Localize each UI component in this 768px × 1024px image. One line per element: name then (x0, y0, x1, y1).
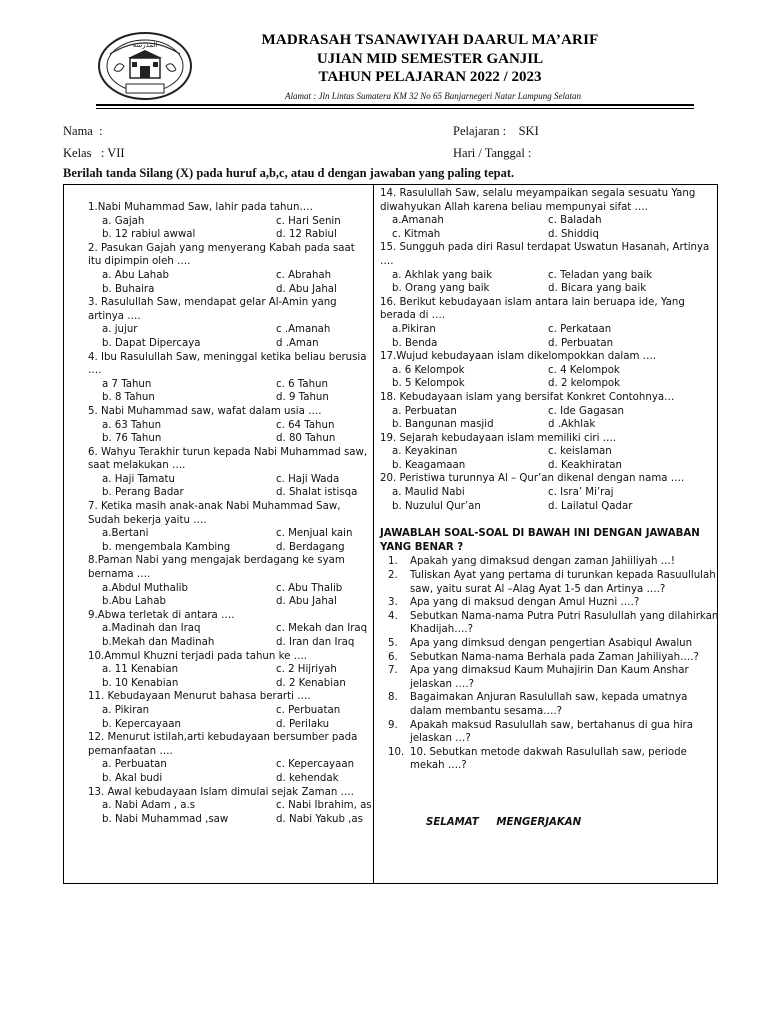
answer-option[interactable]: b. 5 Kelompok (392, 378, 465, 390)
answer-option[interactable]: c. Abu Thalib (276, 582, 343, 594)
answer-option[interactable]: b. 10 Kenabian (102, 677, 179, 689)
essay-item (380, 555, 720, 569)
option-row (88, 337, 370, 351)
answer-option[interactable]: c. Haji Wada (276, 473, 340, 485)
answer-option[interactable]: b. Nabi Muhammad ,saw (102, 813, 229, 825)
header-rule-thick (96, 104, 694, 106)
essay-heading: JAWABLAH SOAL-SOAL DI BAWAH INI DENGAN JAWABAN YANG BENAR ? (380, 528, 700, 553)
answer-option[interactable]: a. jujur (102, 324, 138, 336)
essay-number: 6. (388, 651, 398, 663)
answer-option[interactable]: d. 2 kelompok (548, 378, 621, 390)
essay-number: 8. (388, 692, 398, 704)
answer-option[interactable]: c. Kitmah (392, 228, 441, 240)
essay-number: 3. (388, 597, 398, 609)
answer-option[interactable]: b. 8 Tahun (102, 392, 155, 404)
option-row (380, 445, 720, 459)
answer-option[interactable]: d. Shalat istisqa (276, 487, 358, 499)
school-logo-icon (96, 30, 194, 102)
answer-option[interactable]: c. Ide Gagasan (548, 405, 624, 417)
question-text: 16. Berikut kebudayaan islam antara lain beruapa ide, Yang berada di …. (380, 296, 685, 322)
essay-question: Tuliskan Ayat yang pertama di turunkan kepada Rasuullulah saw, yaitu surat Al –Alag Ayat 1-5 dan Artinya ….? (410, 570, 716, 595)
answer-option[interactable]: c. Perkataan (548, 323, 612, 335)
essay-number: 5. (388, 638, 398, 649)
answer-option[interactable]: d. Perilaku (276, 718, 330, 730)
answer-option[interactable]: c .Amanah (276, 324, 331, 336)
answer-option[interactable]: c. Kepercayaan (276, 759, 355, 771)
option-row (88, 378, 370, 392)
answer-option[interactable]: a. Nabi Adam , a.s (102, 800, 196, 812)
svg-text:ﺍﻟﻤﺪﺭﺳﺔ: ﺍﻟﻤﺪﺭﺳﺔ (132, 41, 158, 49)
option-row (88, 228, 370, 242)
question-text: 12. Menurut istilah,arti kebudayaan bersumber pada pemanfaatan …. (88, 732, 358, 757)
header-rule-thin (96, 108, 694, 109)
option-row (88, 595, 370, 609)
option-row (380, 405, 720, 419)
question-text: 19. Sejarah kebudayaan islam memiliki ciri …. (380, 432, 617, 444)
option-row (88, 473, 370, 487)
closing-text: SELAMAT MENGERJAKAN (426, 817, 582, 828)
essay-item (380, 691, 720, 718)
essay-item (380, 637, 720, 651)
answer-option[interactable]: c. keislaman (548, 446, 612, 458)
class-field[interactable]: Kelas : VII (63, 146, 125, 160)
option-row (88, 486, 370, 500)
essay-list (380, 555, 720, 773)
answer-option[interactable]: d .Aman (276, 337, 319, 349)
essay-item (380, 596, 720, 610)
answer-option[interactable]: d. Berdagang (276, 541, 345, 553)
answer-option[interactable]: b. Orang yang baik (392, 283, 490, 295)
essay-number: 10. (388, 746, 405, 758)
answer-option[interactable]: c. Hari Senin (276, 215, 341, 227)
option-row (380, 500, 720, 514)
school-name: MADRASAH TSANAWIYAH DAARUL MA’ARIF (261, 32, 599, 48)
answer-option[interactable]: b. Perang Badar (102, 487, 184, 499)
instruction-text: Berilah tanda Silang (X) pada huruf a,b,c, atau d dengan jawaban yang paling tepat. (63, 166, 515, 180)
question-text: 1.Nabi Muhammad Saw, lahir pada tahun…. (88, 202, 313, 213)
question-text: 2. Pasukan Gajah yang menyerang Kabah pada saat itu dipimpin oleh …. (88, 242, 355, 268)
option-row (380, 214, 720, 228)
essay-question: Sebutkan Nama-nama Berhala pada Zaman Jahiliyah….? (410, 651, 699, 663)
answer-option[interactable]: a. Perbuatan (102, 759, 167, 771)
answer-option[interactable]: a. Akhlak yang baik (392, 269, 493, 281)
essay-question: Sebutkan Nama-nama Putra Putri Rasulullah yang dilahirkan Khadijah….? (410, 610, 719, 636)
column-divider (373, 184, 374, 884)
date-field[interactable]: Hari / Tanggal : (453, 146, 532, 160)
answer-option[interactable]: c. Baladah (548, 215, 602, 227)
answer-option[interactable]: c. Abrahah (276, 269, 332, 281)
answer-option[interactable]: a.Pikiran (392, 323, 436, 335)
option-row (88, 799, 370, 813)
essay-number: 1. (388, 556, 398, 568)
answer-option[interactable]: c. Menjual kain (276, 528, 353, 540)
answer-option[interactable]: c. Nabi Ibrahim, as (276, 800, 372, 812)
option-row (88, 704, 370, 718)
option-row (88, 527, 370, 541)
answer-option[interactable]: a.Abdul Muthalib (102, 582, 188, 594)
answer-option[interactable]: d. Abu Jahal (276, 283, 337, 295)
academic-year: TAHUN PELAJARAN 2022 / 2023 (318, 69, 542, 85)
option-row (380, 486, 720, 500)
right-question-column (380, 187, 720, 773)
option-row (88, 636, 370, 650)
question-text: 14. Rasulullah Saw, selalu meyampaikan segala sesuatu Yang diwahyukan Allah karena beliau mempunyai sifat …. (380, 188, 696, 213)
essay-item (380, 719, 720, 746)
answer-option[interactable]: c. Perbuatan (276, 704, 341, 716)
option-row (88, 283, 370, 297)
answer-option[interactable]: a. Keyakinan (392, 446, 458, 458)
answer-option[interactable]: c. 6 Tahun (276, 378, 328, 390)
question-text: 4. Ibu Rasulullah Saw, meninggal ketika beliau berusia …. (88, 351, 367, 377)
answer-option[interactable]: b. Akal budi (102, 772, 163, 784)
option-row (88, 813, 370, 827)
option-row (88, 323, 370, 337)
essay-question: Apa yang dimaksud Kaum Muhajirin Dan Kaum Anshar jelaskan ….? (410, 665, 689, 690)
essay-number: 4. (388, 610, 398, 622)
essay-question: 10. Sebutkan metode dakwah Rasulullah saw, periode mekah ….? (410, 746, 687, 772)
answer-option[interactable]: c. Mekah dan Iraq (276, 623, 368, 635)
answer-option[interactable]: c. Teladan yang baik (548, 269, 653, 281)
question-text: 18. Kebudayaan islam yang bersifat Konkret Contohnya… (380, 391, 675, 403)
question-text: 9.Abwa terletak di antara …. (88, 609, 235, 621)
question-text: 11. Kebudayaan Menurut bahasa berarti …. (88, 691, 311, 703)
essay-item (380, 651, 720, 665)
answer-option[interactable]: b. Nuzulul Qur’an (392, 500, 481, 512)
essay-number: 2. (388, 570, 398, 582)
answer-option[interactable]: d .Akhlak (548, 419, 596, 431)
name-field[interactable]: Nama : (63, 124, 103, 138)
question-text: 6. Wahyu Terakhir turun kepada Nabi Muhammad saw, saat melakukan …. (88, 446, 368, 472)
option-row (380, 337, 720, 351)
option-row (380, 459, 720, 473)
answer-option[interactable]: c. 4 Kelompok (548, 364, 620, 376)
question-text: 17.Wujud kebudayaan islam dikelompokkan dalam …. (380, 351, 657, 363)
school-address: Alamat : Jln Lintas Sumatera KM 32 No 65 Banjarnegeri Natar Lampung Selatan (285, 91, 581, 101)
question-text: 10.Ammul Khuzni terjadi pada tahun ke …. (88, 650, 308, 662)
option-row (88, 772, 370, 786)
option-row (88, 677, 370, 691)
answer-option[interactable]: a. Haji Tamatu (102, 473, 175, 485)
answer-option[interactable]: b. mengembala Kambing (102, 541, 231, 553)
answer-option[interactable]: a. Abu Lahab (102, 269, 169, 281)
answer-option[interactable]: d. Perbuatan (548, 337, 614, 349)
exam-title: UJIAN MID SEMESTER GANJIL (316, 51, 544, 67)
option-row (88, 541, 370, 555)
answer-option[interactable]: b. 12 rabiul awwal (102, 229, 196, 241)
answer-option[interactable]: d. Nabi Yakub ,as (276, 813, 363, 825)
option-row (380, 377, 720, 391)
answer-option[interactable]: d. Shiddiq (548, 228, 599, 240)
answer-option[interactable]: d. 9 Tahun (276, 392, 329, 404)
answer-option[interactable]: a 7 Tahun (102, 378, 152, 390)
answer-option[interactable]: c. 2 Hijriyah (276, 664, 337, 676)
option-row (380, 418, 720, 432)
question-text: 15. Sungguh pada diri Rasul terdapat Uswatun Hasanah, Artinya …. (380, 242, 710, 267)
essay-question: Apa yang di maksud dengan Amul Huzni ….? (410, 597, 640, 609)
answer-option[interactable]: a. 11 Kenabian (102, 664, 179, 676)
essay-question: Bagaimakan Anjuran Rasulullah saw, kepada umatnya dalam membantu sesama….? (410, 692, 688, 717)
option-row (88, 419, 370, 433)
option-row (88, 758, 370, 772)
option-row (380, 228, 720, 242)
answer-option[interactable]: d. Iran dan Iraq (276, 637, 355, 648)
answer-option[interactable]: a.Amanah (392, 215, 444, 227)
answer-option[interactable]: d. 80 Tahun (276, 433, 336, 445)
question-text: 13. Awal kebudayaan Islam dimulai sejak Zaman …. (88, 786, 354, 798)
answer-option[interactable]: a. Gajah (102, 215, 145, 227)
answer-option[interactable]: d. Keakhiratan (548, 459, 622, 471)
option-row (88, 432, 370, 446)
essay-question: Apakah yang dimaksud dengan zaman Jahiiliyah …! (410, 556, 675, 568)
essay-item (380, 664, 720, 691)
answer-option[interactable]: d. Abu Jahal (276, 596, 337, 608)
option-row (88, 718, 370, 732)
answer-option[interactable]: a.Madinah dan Iraq (102, 623, 201, 635)
option-row (380, 282, 720, 296)
answer-option[interactable]: d. kehendak (276, 772, 339, 784)
option-row (88, 582, 370, 596)
answer-option[interactable]: b.Abu Lahab (102, 596, 166, 608)
answer-option[interactable]: a. Pikiran (102, 704, 150, 716)
option-row (88, 269, 370, 283)
option-row (380, 323, 720, 337)
question-text: 5. Nabi Muhammad saw, wafat dalam usia …. (88, 405, 322, 417)
option-row (88, 622, 370, 636)
answer-option[interactable]: d. Lailatul Qadar (548, 500, 633, 512)
option-row (88, 663, 370, 677)
answer-option[interactable]: a. 6 Kelompok (392, 364, 465, 376)
answer-option[interactable]: b.Mekah dan Madinah (102, 637, 215, 648)
option-row (380, 269, 720, 283)
answer-option[interactable]: d. 12 Rabiul (276, 229, 337, 241)
answer-option[interactable]: a. Maulid Nabi (392, 487, 465, 499)
answer-option[interactable]: d. 2 Kenabian (276, 677, 346, 689)
answer-option[interactable]: b. Keagamaan (392, 459, 466, 471)
answer-option[interactable]: b. 76 Tahun (102, 433, 162, 445)
question-text: 8.Paman Nabi yang mengajak berdagang ke syam bernama …. (88, 555, 345, 581)
answer-option[interactable]: a. Perbuatan (392, 405, 457, 417)
answer-option[interactable]: c. 64 Tahun (276, 419, 335, 431)
essay-number: 9. (388, 719, 398, 731)
essay-question: Apakah maksud Rasulullah saw, bertahanus di gua hira jelaskan …? (410, 719, 693, 745)
question-text: 20. Peristiwa turunnya Al – Qur’an dikenal dengan nama …. (380, 473, 685, 485)
answer-option[interactable]: d. Bicara yang baik (548, 283, 647, 295)
answer-option[interactable]: b. Dapat Dipercaya (102, 337, 201, 349)
answer-option[interactable]: b. Kepercayaan (102, 718, 181, 730)
answer-option[interactable]: c. Isra’ Mi’raj (548, 487, 614, 499)
left-question-column (88, 201, 370, 826)
answer-option[interactable]: b. Buhaira (102, 283, 155, 295)
subject-field[interactable]: Pelajaran : SKI (453, 124, 539, 138)
essay-item (380, 569, 720, 596)
answer-option[interactable]: a. 63 Tahun (102, 419, 162, 431)
option-row (380, 364, 720, 378)
right-multiple-choice (380, 187, 720, 513)
essay-item (380, 610, 720, 637)
option-row (88, 215, 370, 229)
essay-number: 7. (388, 665, 398, 677)
essay-question: Apa yang dimksud dengan pengertian Asabiqul Awalun (410, 638, 693, 649)
option-row (88, 391, 370, 405)
essay-item (380, 746, 720, 773)
answer-option[interactable]: b. Bangunan masjid (392, 419, 494, 431)
question-text: 3. Rasulullah Saw, mendapat gelar Al-Amin yang artinya …. (88, 297, 337, 322)
answer-option[interactable]: a.Bertani (102, 528, 149, 540)
question-text: 7. Ketika masih anak-anak Nabi Muhammad Saw, Sudah bekerja yaitu …. (88, 501, 341, 526)
answer-option[interactable]: b. Benda (392, 337, 438, 349)
